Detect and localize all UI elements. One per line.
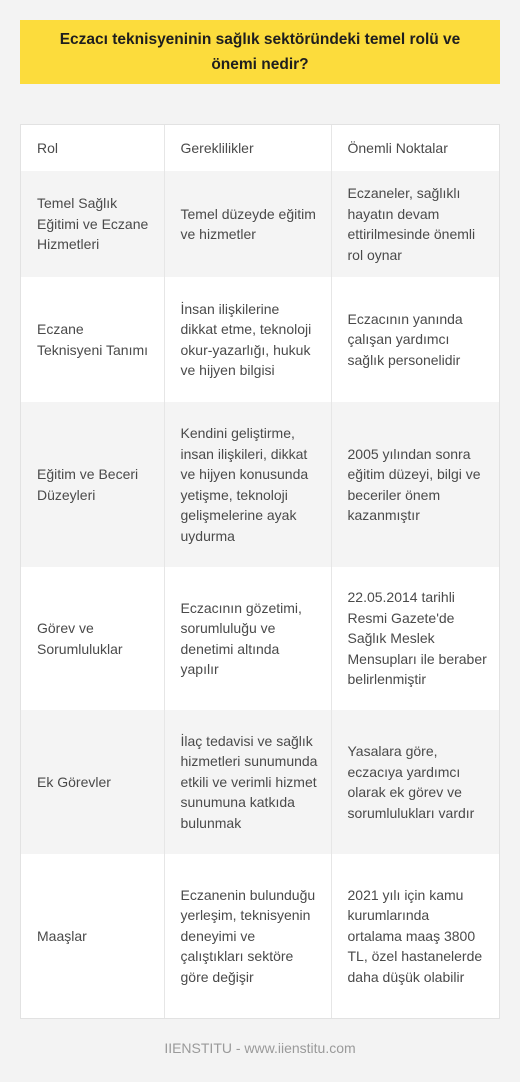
table-row — [21, 567, 499, 710]
cell-onemli-noktalar: Yasalara göre, eczacıya yardımcı olarak ek görev ve sorumlulukları vardır — [331, 710, 499, 854]
cell-gereklilikler: Kendini geliştirme, insan ilişkileri, dikkat ve hijyen konusunda yetişme, teknoloji gelişmelerine ayak uydurma — [164, 402, 331, 567]
table-row — [21, 710, 499, 854]
cell-rol: Temel Sağlık Eğitimi ve Eczane Hizmetleri — [37, 195, 149, 253]
info-table — [20, 124, 500, 1019]
column-header-rol: Rol — [37, 140, 59, 157]
table-row — [21, 171, 499, 277]
cell-onemli-noktalar: Eczacının yanında çalışan yardımcı sağlık personelidir — [331, 277, 499, 402]
cell-onemli-noktalar: 2005 yılından sonra eğitim düzeyi, bilgi ve beceriler önem kazanmıştır — [331, 402, 499, 567]
cell-rol: Eczane Teknisyeni Tanımı — [37, 321, 149, 358]
cell-gereklilikler: İlaç tedavisi ve sağlık hizmetleri sunumunda etkili ve verimli hizmet sunumuna katkıda bulunmak — [164, 710, 331, 854]
page-title: Eczacı teknisyeninin sağlık sektöründeki temel rolü ve önemi nedir? — [59, 31, 461, 73]
cell-gereklilikler: İnsan ilişkilerine dikkat etme, teknoloji okur-yazarlığı, hukuk ve hijyen bilgisi — [164, 277, 331, 402]
cell-rol: Maaşlar — [37, 927, 87, 944]
cell-rol: Eğitim ve Beceri Düzeyleri — [37, 466, 139, 503]
table-row — [21, 402, 499, 567]
cell-onemli-noktalar: 2021 yılı için kamu kurumlarında ortalama maaş 3800 TL, özel hastanelerde daha düşük olabilir — [331, 854, 499, 1018]
cell-onemli-noktalar: 22.05.2014 tarihli Resmi Gazete'de Sağlık Meslek Mensupları ile beraber belirlenmiştir — [331, 567, 499, 710]
title-banner — [20, 20, 500, 84]
cell-rol: Görev ve Sorumluluklar — [37, 620, 123, 657]
footer-credit: IIENSTITU - www.iienstitu.com — [164, 1040, 356, 1056]
table-row — [21, 854, 499, 1018]
cell-rol: Ek Görevler — [37, 773, 111, 790]
cell-onemli-noktalar: Eczaneler, sağlıklı hayatın devam ettirilmesinde önemli rol oynar — [331, 171, 499, 277]
cell-gereklilikler: Eczanenin bulunduğu yerleşim, teknisyenin deneyimi ve çalıştıkları sektöre göre değişir — [164, 854, 331, 1018]
table-header-row — [21, 125, 499, 171]
cell-gereklilikler: Eczacının gözetimi, sorumluluğu ve denetimi altında yapılır — [164, 567, 331, 710]
column-header-gereklilikler: Gereklilikler — [164, 125, 331, 171]
cell-gereklilikler: Temel düzeyde eğitim ve hizmetler — [164, 171, 331, 277]
table-row — [21, 277, 499, 402]
column-header-onemli-noktalar: Önemli Noktalar — [331, 125, 499, 171]
